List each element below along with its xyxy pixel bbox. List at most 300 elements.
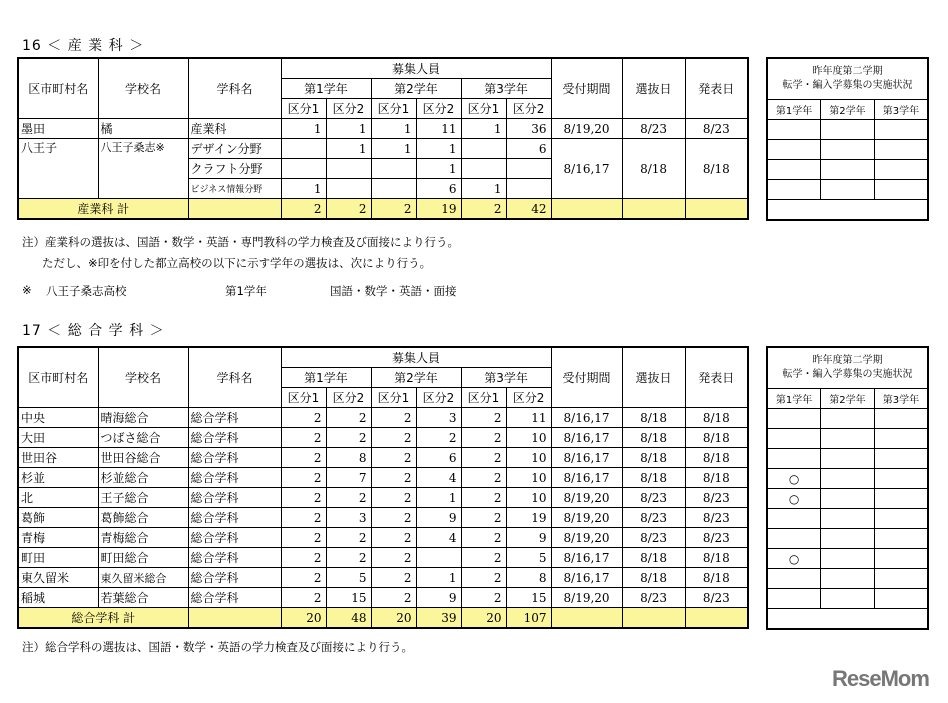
school: 東久留米総合	[98, 568, 188, 588]
total-value: 20	[281, 608, 326, 629]
prev-header-line1: 昨年度第二学期	[812, 355, 883, 366]
announcement-date: 8/18	[685, 448, 748, 468]
count-value: 2	[461, 588, 506, 608]
prev-blank	[767, 609, 928, 630]
table-row	[18, 448, 748, 468]
industry-prev-table	[766, 57, 929, 221]
comprehensive-table	[17, 346, 749, 629]
count-value: 5	[326, 568, 371, 588]
prev-row	[767, 589, 928, 609]
prev-status	[821, 489, 875, 509]
dept: 総合学科	[188, 528, 281, 548]
prev-status	[874, 509, 928, 529]
prev-status	[874, 180, 928, 200]
period: 8/16,17	[551, 139, 622, 199]
prev-status	[874, 489, 928, 509]
count-value: 2	[371, 488, 416, 508]
header-category1: 区分1	[281, 99, 326, 119]
section-16-title: 16 ＜ 産 業 科 ＞	[22, 38, 145, 54]
table-row	[18, 488, 748, 508]
dept: 総合学科	[188, 468, 281, 488]
count-value: 1	[416, 488, 461, 508]
school: 若葉総合	[98, 588, 188, 608]
prev-status	[821, 409, 875, 429]
prev-status	[874, 529, 928, 549]
selection-date: 8/18	[622, 468, 685, 488]
count-value	[281, 139, 326, 159]
period: 8/19,20	[551, 588, 622, 608]
count-value: 2	[461, 448, 506, 468]
prev-status	[821, 589, 875, 609]
header-period: 受付期間	[551, 58, 622, 119]
total-value: 2	[461, 199, 506, 220]
count-value: 2	[281, 548, 326, 568]
count-value: 8	[506, 568, 551, 588]
dept: 総合学科	[188, 508, 281, 528]
count-value: 7	[326, 468, 371, 488]
count-value	[506, 179, 551, 199]
prev-status	[821, 140, 875, 160]
school: 八王子桑志※	[98, 139, 188, 199]
count-value: 2	[281, 408, 326, 428]
count-value: 9	[416, 588, 461, 608]
count-value: 10	[506, 428, 551, 448]
prev-status	[767, 160, 821, 180]
header-announcement-date: 発表日	[685, 58, 748, 119]
school: つばさ総合	[98, 428, 188, 448]
count-value: 1	[281, 119, 326, 139]
header-selection-date: 選抜日	[622, 58, 685, 119]
note: 注）総合学科の選抜は、国語・数学・英語の学力検査及び面接により行う。	[22, 640, 413, 654]
count-value: 2	[371, 588, 416, 608]
count-value: 2	[461, 548, 506, 568]
announcement-date: 8/18	[685, 468, 748, 488]
district: 大田	[18, 428, 98, 448]
header-category1: 区分1	[461, 99, 506, 119]
industry-table	[17, 57, 749, 220]
count-value: 1	[461, 119, 506, 139]
count-value: 2	[281, 468, 326, 488]
header-year2: 第2学年	[371, 79, 461, 99]
selection-date: 8/18	[622, 139, 685, 199]
selection-date: 8/18	[622, 548, 685, 568]
count-value: 15	[326, 588, 371, 608]
count-value: 11	[506, 408, 551, 428]
prev-row	[767, 549, 928, 569]
count-value: 6	[506, 139, 551, 159]
count-value: 9	[416, 508, 461, 528]
district: 葛飾	[18, 508, 98, 528]
period: 8/16,17	[551, 568, 622, 588]
count-value	[416, 548, 461, 568]
announcement-date: 8/23	[685, 119, 748, 139]
header-period: 受付期間	[551, 347, 622, 408]
district: 世田谷	[18, 448, 98, 468]
prev-status	[821, 160, 875, 180]
prev-header-line1: 昨年度第二学期	[812, 66, 883, 77]
count-value: 2	[371, 468, 416, 488]
school: 世田谷総合	[98, 448, 188, 468]
period: 8/19,20	[551, 508, 622, 528]
note: ただし、※印を付した都立高校の以下に示す学年の選抜は、次により行う。	[42, 256, 432, 270]
prev-status	[821, 449, 875, 469]
count-value: 2	[461, 568, 506, 588]
total-blank	[685, 608, 748, 629]
count-value: 10	[506, 468, 551, 488]
district: 稲城	[18, 588, 98, 608]
header-year3: 第3学年	[461, 79, 551, 99]
count-value: 1	[416, 159, 461, 179]
prev-status	[874, 409, 928, 429]
header-category2: 区分2	[506, 99, 551, 119]
total-row	[18, 199, 748, 220]
announcement-date: 8/18	[685, 408, 748, 428]
school: 青梅総合	[98, 528, 188, 548]
announcement-date: 8/18	[685, 548, 748, 568]
count-value: 6	[416, 179, 461, 199]
district: 墨田	[18, 119, 98, 139]
prev-row	[767, 449, 928, 469]
count-value: 2	[371, 408, 416, 428]
total-row	[18, 608, 748, 629]
count-value: 2	[371, 448, 416, 468]
count-value: 2	[281, 528, 326, 548]
header-recruit: 募集人員	[281, 347, 551, 368]
period: 8/19,20	[551, 528, 622, 548]
header-recruit: 募集人員	[281, 58, 551, 79]
period: 8/16,17	[551, 548, 622, 568]
prev-status: ○	[767, 489, 821, 509]
header-category1: 区分1	[461, 388, 506, 408]
announcement-date: 8/23	[685, 508, 748, 528]
count-value: 2	[371, 428, 416, 448]
count-value: 2	[326, 488, 371, 508]
prev-status	[821, 569, 875, 589]
table-row	[18, 508, 748, 528]
prev-status	[767, 569, 821, 589]
announcement-date: 8/18	[685, 568, 748, 588]
total-value: 2	[371, 199, 416, 220]
count-value: 11	[416, 119, 461, 139]
count-value	[371, 179, 416, 199]
header-year1: 第1学年	[281, 368, 371, 388]
header-school: 学校名	[98, 58, 188, 119]
prev-status	[767, 529, 821, 549]
count-value	[281, 159, 326, 179]
count-value	[326, 179, 371, 199]
selection-date: 8/23	[622, 508, 685, 528]
header-district: 区市町村名	[18, 58, 98, 119]
header-category2: 区分2	[416, 388, 461, 408]
total-blank	[551, 199, 622, 220]
count-value: 4	[416, 528, 461, 548]
count-value	[326, 159, 371, 179]
period: 8/16,17	[551, 428, 622, 448]
prev-header	[767, 347, 928, 389]
prev-row	[767, 529, 928, 549]
section-17-title: 17 ＜ 総 合 学 科 ＞	[22, 323, 165, 339]
header-category2: 区分2	[416, 99, 461, 119]
dept: 総合学科	[188, 408, 281, 428]
dept: 総合学科	[188, 548, 281, 568]
total-blank	[622, 608, 685, 629]
total-label: 産業科 計	[18, 199, 188, 220]
count-value: 1	[416, 139, 461, 159]
district: 町田	[18, 548, 98, 568]
count-value: 2	[281, 508, 326, 528]
count-value: 2	[281, 588, 326, 608]
announcement-date: 8/18	[685, 139, 748, 199]
count-value: 2	[326, 528, 371, 548]
header-year1: 第1学年	[281, 79, 371, 99]
count-value: 2	[371, 568, 416, 588]
prev-row	[767, 489, 928, 509]
count-value: 1	[371, 139, 416, 159]
count-value: 2	[281, 448, 326, 468]
prev-status: ○	[767, 469, 821, 489]
table-row	[18, 528, 748, 548]
header-announcement-date: 発表日	[685, 347, 748, 408]
total-blank	[188, 199, 281, 220]
total-value: 42	[506, 199, 551, 220]
count-value: 1	[416, 568, 461, 588]
dept: 総合学科	[188, 428, 281, 448]
district: 青梅	[18, 528, 98, 548]
prev-status	[767, 180, 821, 200]
total-blank	[622, 199, 685, 220]
count-value: 10	[506, 448, 551, 468]
prev-status	[874, 120, 928, 140]
prev-status	[874, 569, 928, 589]
district: 中央	[18, 408, 98, 428]
prev-year1: 第1学年	[767, 100, 821, 120]
prev-status	[767, 509, 821, 529]
period: 8/16,17	[551, 468, 622, 488]
count-value: 2	[281, 428, 326, 448]
prev-status	[821, 549, 875, 569]
selection-date: 8/23	[622, 119, 685, 139]
table-row	[18, 548, 748, 568]
prev-row	[767, 509, 928, 529]
count-value: 1	[281, 179, 326, 199]
header-category1: 区分1	[281, 388, 326, 408]
prev-status	[874, 549, 928, 569]
prev-header	[767, 58, 928, 100]
header-category2: 区分2	[326, 388, 371, 408]
count-value: 5	[506, 548, 551, 568]
count-value: 36	[506, 119, 551, 139]
announcement-date: 8/23	[685, 488, 748, 508]
announcement-date: 8/18	[685, 428, 748, 448]
selection-date: 8/23	[622, 488, 685, 508]
selection-date: 8/23	[622, 528, 685, 548]
prev-status: ○	[767, 549, 821, 569]
header-district: 区市町村名	[18, 347, 98, 408]
prev-status	[874, 589, 928, 609]
special-school: 八王子桑志高校	[46, 284, 127, 298]
note: 注）産業科の選抜は、国語・数学・英語・専門教科の学力検査及び面接により行う。	[22, 235, 459, 249]
count-value: 2	[371, 508, 416, 528]
count-value: 1	[326, 119, 371, 139]
total-value: 48	[326, 608, 371, 629]
count-value: 4	[416, 468, 461, 488]
prev-status	[767, 589, 821, 609]
count-value: 2	[281, 488, 326, 508]
total-blank	[188, 608, 281, 629]
count-value: 2	[326, 548, 371, 568]
count-value: 1	[326, 139, 371, 159]
total-value: 20	[461, 608, 506, 629]
prev-year1: 第1学年	[767, 389, 821, 409]
count-value: 2	[461, 428, 506, 448]
count-value: 10	[506, 488, 551, 508]
header-dept: 学科名	[188, 347, 281, 408]
school: 町田総合	[98, 548, 188, 568]
prev-status	[767, 140, 821, 160]
count-value	[461, 159, 506, 179]
special-subjects: 国語・数学・英語・面接	[330, 284, 457, 298]
count-value: 3	[416, 408, 461, 428]
period: 8/19,20	[551, 119, 622, 139]
table-row	[18, 408, 748, 428]
dept: 産業科	[188, 119, 281, 139]
district: 杉並	[18, 468, 98, 488]
school: 王子総合	[98, 488, 188, 508]
selection-date: 8/23	[622, 588, 685, 608]
prev-blank	[767, 200, 928, 221]
announcement-date: 8/23	[685, 588, 748, 608]
dept: 総合学科	[188, 448, 281, 468]
count-value	[371, 159, 416, 179]
table-row	[18, 119, 748, 139]
school: 晴海総合	[98, 408, 188, 428]
header-school: 学校名	[98, 347, 188, 408]
count-value: 2	[461, 508, 506, 528]
count-value: 2	[461, 528, 506, 548]
total-blank	[551, 608, 622, 629]
dept: 総合学科	[188, 488, 281, 508]
count-value: 19	[506, 508, 551, 528]
header-category2: 区分2	[326, 99, 371, 119]
district: 東久留米	[18, 568, 98, 588]
count-value: 2	[461, 468, 506, 488]
prev-row	[767, 569, 928, 589]
prev-header-line2: 転学・編入学募集の実施状況	[782, 80, 913, 91]
count-value: 2	[461, 488, 506, 508]
count-value: 2	[326, 428, 371, 448]
prev-year3: 第3学年	[874, 389, 928, 409]
prev-header-line2: 転学・編入学募集の実施状況	[782, 369, 913, 380]
header-category2: 区分2	[506, 388, 551, 408]
count-value: 15	[506, 588, 551, 608]
announcement-date: 8/23	[685, 528, 748, 548]
prev-status	[821, 180, 875, 200]
dept: 総合学科	[188, 568, 281, 588]
count-value: 2	[371, 548, 416, 568]
header-category1: 区分1	[371, 99, 416, 119]
prev-status	[821, 469, 875, 489]
prev-status	[767, 120, 821, 140]
selection-date: 8/18	[622, 428, 685, 448]
table-row	[18, 428, 748, 448]
period: 8/16,17	[551, 448, 622, 468]
count-value: 1	[461, 179, 506, 199]
prev-status	[874, 449, 928, 469]
table-row	[18, 588, 748, 608]
count-value: 8	[326, 448, 371, 468]
total-value: 2	[326, 199, 371, 220]
special-grade: 第1学年	[225, 284, 267, 298]
count-value: 2	[416, 428, 461, 448]
school: 杉並総合	[98, 468, 188, 488]
table-row	[18, 568, 748, 588]
district: 八王子	[18, 139, 98, 199]
count-value: 3	[326, 508, 371, 528]
header-year3: 第3学年	[461, 368, 551, 388]
prev-status	[767, 429, 821, 449]
period: 8/16,17	[551, 408, 622, 428]
count-value: 1	[371, 119, 416, 139]
resemom-logo: ReseMom	[832, 666, 929, 691]
prev-row	[767, 160, 928, 180]
comprehensive-prev-table	[766, 346, 929, 630]
count-value	[506, 159, 551, 179]
total-blank	[685, 199, 748, 220]
count-value	[461, 139, 506, 159]
prev-year3: 第3学年	[874, 100, 928, 120]
selection-date: 8/18	[622, 448, 685, 468]
prev-status	[767, 409, 821, 429]
school: 葛飾総合	[98, 508, 188, 528]
prev-row	[767, 409, 928, 429]
total-value: 107	[506, 608, 551, 629]
table-row	[18, 468, 748, 488]
header-year2: 第2学年	[371, 368, 461, 388]
prev-status	[874, 160, 928, 180]
count-value: 9	[506, 528, 551, 548]
count-value: 2	[371, 528, 416, 548]
prev-status	[821, 529, 875, 549]
prev-status	[874, 469, 928, 489]
count-value: 6	[416, 448, 461, 468]
prev-status	[874, 429, 928, 449]
total-value: 39	[416, 608, 461, 629]
prev-year2: 第2学年	[821, 389, 875, 409]
dept: 総合学科	[188, 588, 281, 608]
prev-row	[767, 120, 928, 140]
total-label: 総合学科 計	[18, 608, 188, 629]
count-value: 2	[461, 408, 506, 428]
dept: クラフト分野	[188, 159, 281, 179]
dept: ビジネス情報分野	[188, 179, 281, 199]
prev-row	[767, 429, 928, 449]
prev-row	[767, 140, 928, 160]
prev-status	[821, 120, 875, 140]
count-value: 2	[326, 408, 371, 428]
count-value: 2	[281, 568, 326, 588]
dept: デザイン分野	[188, 139, 281, 159]
prev-status	[821, 509, 875, 529]
school: 橘	[98, 119, 188, 139]
total-value: 19	[416, 199, 461, 220]
prev-year2: 第2学年	[821, 100, 875, 120]
special-mark: ※	[22, 283, 32, 297]
table-row	[18, 139, 748, 159]
prev-status	[767, 449, 821, 469]
prev-row	[767, 469, 928, 489]
header-selection-date: 選抜日	[622, 347, 685, 408]
header-dept: 学科名	[188, 58, 281, 119]
